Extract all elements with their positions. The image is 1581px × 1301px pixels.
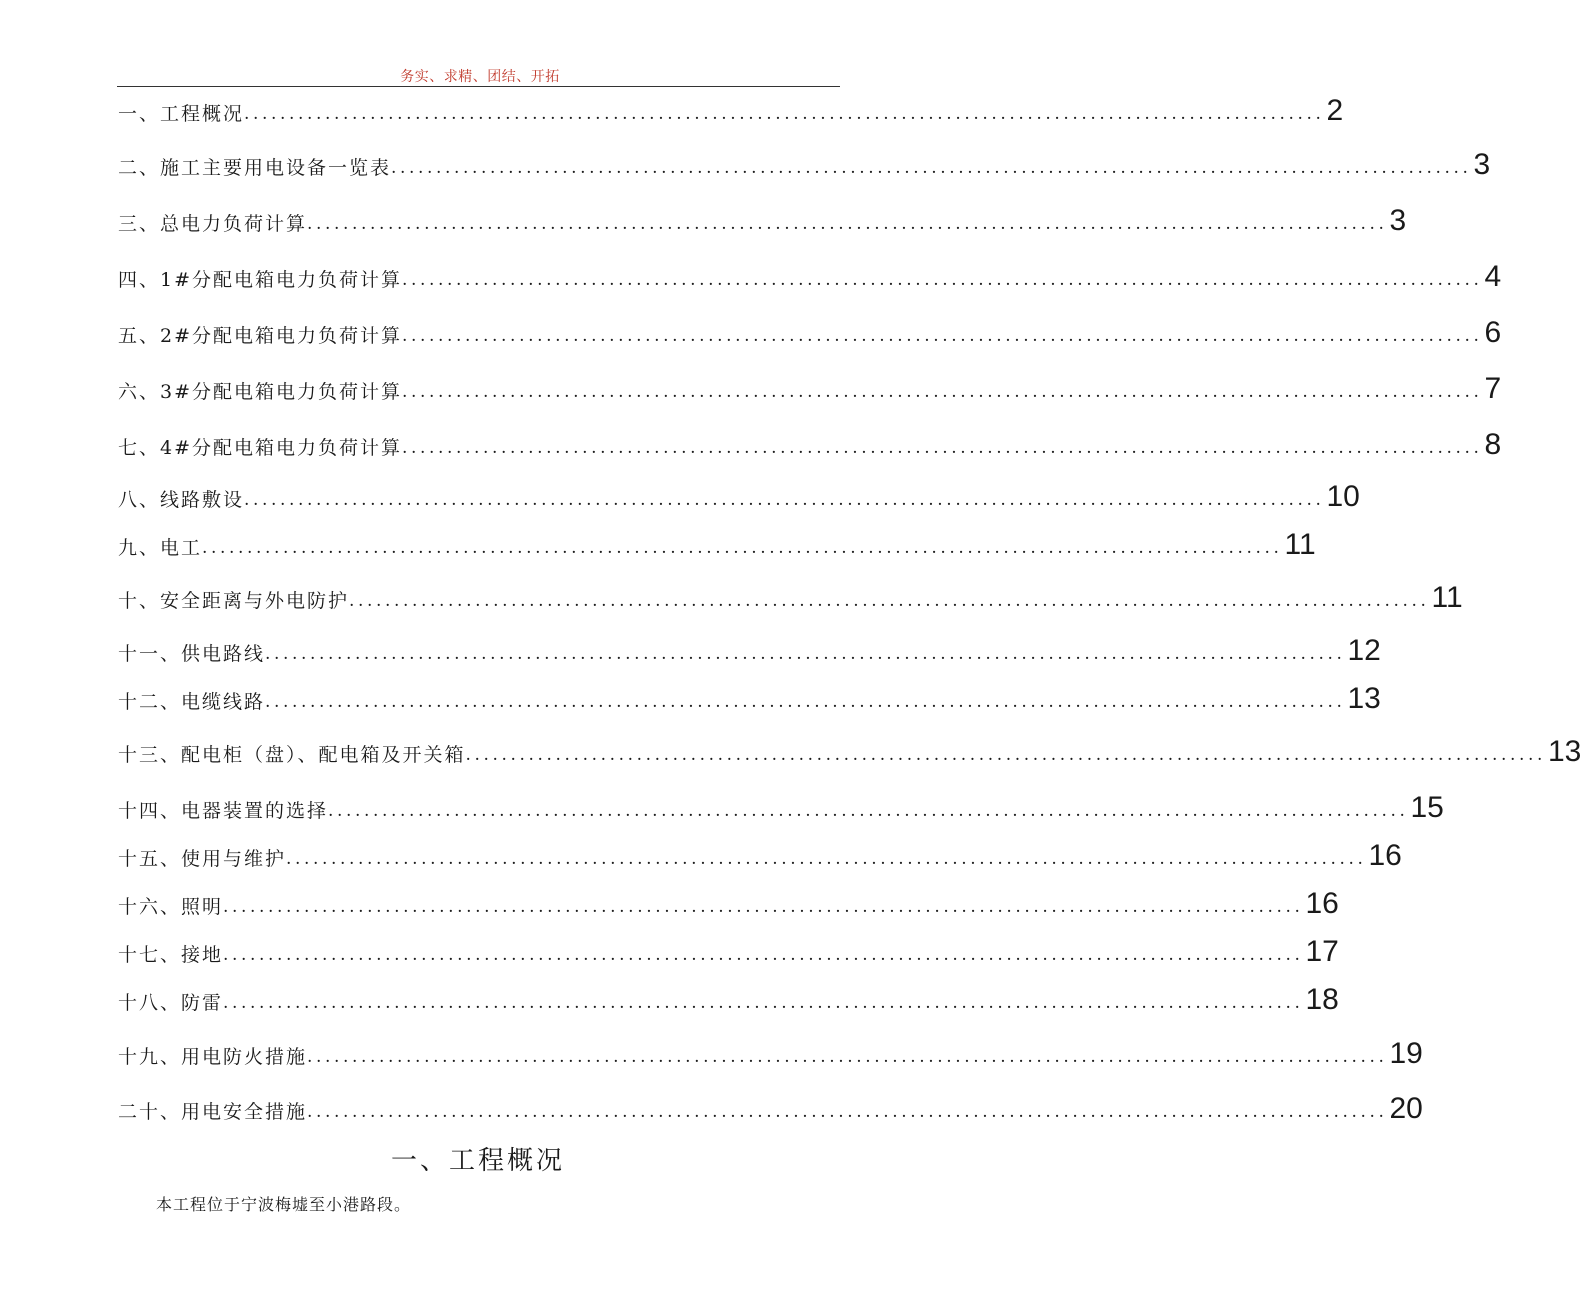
toc-entry[interactable] xyxy=(118,680,1381,715)
toc-entry-label: 十六、照明 xyxy=(118,896,224,918)
toc-entry-label: 十、安全距离与外电防护 xyxy=(118,590,350,612)
toc-entry-label: 一、工程概况 xyxy=(118,103,245,125)
toc-entry-page: 4 xyxy=(1484,260,1502,293)
toc-entry[interactable] xyxy=(118,202,1407,237)
toc-leader-dots: ........................................................................................................................ xyxy=(402,438,1483,458)
toc-entry[interactable] xyxy=(118,426,1502,461)
toc-entry[interactable] xyxy=(118,885,1339,920)
toc-entry[interactable] xyxy=(118,1090,1423,1125)
toc-leader-dots: ........................................................................................................................ xyxy=(402,326,1483,346)
toc-entry[interactable] xyxy=(118,258,1502,293)
toc-leader-dots: ........................................................................................................................ xyxy=(349,591,1430,611)
toc-leader-dots: ........................................................................................................................ xyxy=(286,849,1367,869)
toc-entry-label: 十三、配电柜（盘）、配电箱及开关箱 xyxy=(118,744,466,766)
toc-entry-page: 6 xyxy=(1484,316,1502,349)
toc-entry-label: 十四、电器装置的选择 xyxy=(118,800,329,822)
toc-entry-page: 2 xyxy=(1326,94,1344,127)
toc-entry-page: 16 xyxy=(1368,839,1402,872)
toc-leader-dots: ........................................................................................................................ xyxy=(307,1102,1388,1122)
toc-leader-dots: ........................................................................................................................ xyxy=(307,1047,1388,1067)
toc-entry-label: 十一、供电路线 xyxy=(118,643,266,665)
toc-entry[interactable] xyxy=(118,314,1502,349)
toc-entry-label: 十五、使用与维护 xyxy=(118,848,287,870)
toc-leader-dots: ........................................................................................................................ xyxy=(391,158,1472,178)
toc-entry-page: 13 xyxy=(1547,735,1581,768)
toc-entry-page: 11 xyxy=(1284,528,1316,561)
toc-leader-dots: ........................................................................................................................ xyxy=(402,270,1483,290)
toc-leader-dots: ........................................................................................................................ xyxy=(265,692,1346,712)
toc-leader-dots: ........................................................................................................................ xyxy=(223,993,1304,1013)
toc-leader-dots: ........................................................................................................................ xyxy=(265,644,1346,664)
toc-entry[interactable] xyxy=(118,733,1581,768)
toc-leader-dots: ........................................................................................................................ xyxy=(244,490,1325,510)
section-heading: 一、工程概况 xyxy=(390,1146,565,1176)
toc-entry[interactable] xyxy=(118,526,1316,561)
toc-entry[interactable] xyxy=(118,579,1463,614)
toc-entry-page: 16 xyxy=(1305,887,1339,920)
toc-entry[interactable] xyxy=(118,92,1344,127)
toc-leader-dots: ........................................................................................................................ xyxy=(202,538,1283,558)
toc-entry-label: 六、3#分配电箱电力负荷计算 xyxy=(118,381,403,403)
body-paragraph: 本工程位于宁波梅墟至小港路段。 xyxy=(156,1195,412,1214)
toc-entry-label: 四、1#分配电箱电力负荷计算 xyxy=(118,269,403,291)
toc-entry-page: 11 xyxy=(1431,581,1463,614)
toc-entry-label: 二十、用电安全措施 xyxy=(118,1101,308,1123)
toc-leader-dots: ........................................................................................................................ xyxy=(223,897,1304,917)
toc-entry-label: 十二、电缆线路 xyxy=(118,691,266,713)
toc-leader-dots: ........................................................................................................................ xyxy=(328,801,1409,821)
toc-entry[interactable] xyxy=(118,146,1491,181)
toc-entry-label: 二、施工主要用电设备一览表 xyxy=(118,157,392,179)
toc-entry-page: 3 xyxy=(1389,204,1407,237)
toc-entry-label: 五、2#分配电箱电力负荷计算 xyxy=(118,325,403,347)
toc-entry-page: 13 xyxy=(1347,682,1381,715)
toc-entry[interactable] xyxy=(118,370,1502,405)
toc-entry-page: 12 xyxy=(1347,634,1381,667)
toc-entry-label: 九、电工 xyxy=(118,537,203,559)
toc-entry[interactable] xyxy=(118,789,1444,824)
toc-entry-label: 十七、接地 xyxy=(118,944,224,966)
toc-entry-page: 10 xyxy=(1326,480,1360,513)
toc-entry-page: 8 xyxy=(1484,428,1502,461)
toc-entry-page: 19 xyxy=(1389,1037,1423,1070)
toc-leader-dots: ........................................................................................................................ xyxy=(307,214,1388,234)
toc-entry[interactable] xyxy=(118,1035,1423,1070)
toc-entry-page: 18 xyxy=(1305,983,1339,1016)
toc-entry-page: 3 xyxy=(1473,148,1491,181)
toc-leader-dots: ........................................................................................................................ xyxy=(465,745,1546,765)
toc-entry-label: 七、4#分配电箱电力负荷计算 xyxy=(118,437,403,459)
toc-leader-dots: ........................................................................................................................ xyxy=(402,382,1483,402)
toc-entry[interactable] xyxy=(118,837,1402,872)
toc-entry-page: 20 xyxy=(1389,1092,1423,1125)
toc-leader-dots: ........................................................................................................................ xyxy=(244,104,1325,124)
header-motto: 务实、求精、团结、开拓 xyxy=(400,69,560,85)
toc-entry[interactable] xyxy=(118,981,1339,1016)
toc-entry[interactable] xyxy=(118,933,1339,968)
header-divider xyxy=(117,86,840,87)
toc-entry-label: 十九、用电防火措施 xyxy=(118,1046,308,1068)
toc-entry-label: 八、线路敷设 xyxy=(118,489,245,511)
toc-entry-label: 十八、防雷 xyxy=(118,992,224,1014)
toc-entry[interactable] xyxy=(118,632,1381,667)
toc-entry-page: 15 xyxy=(1410,791,1444,824)
toc-entry[interactable] xyxy=(118,478,1360,513)
toc-entry-page: 7 xyxy=(1484,372,1502,405)
toc-entry-page: 17 xyxy=(1305,935,1339,968)
toc-entry-label: 三、总电力负荷计算 xyxy=(118,213,308,235)
toc-leader-dots: ........................................................................................................................ xyxy=(223,945,1304,965)
